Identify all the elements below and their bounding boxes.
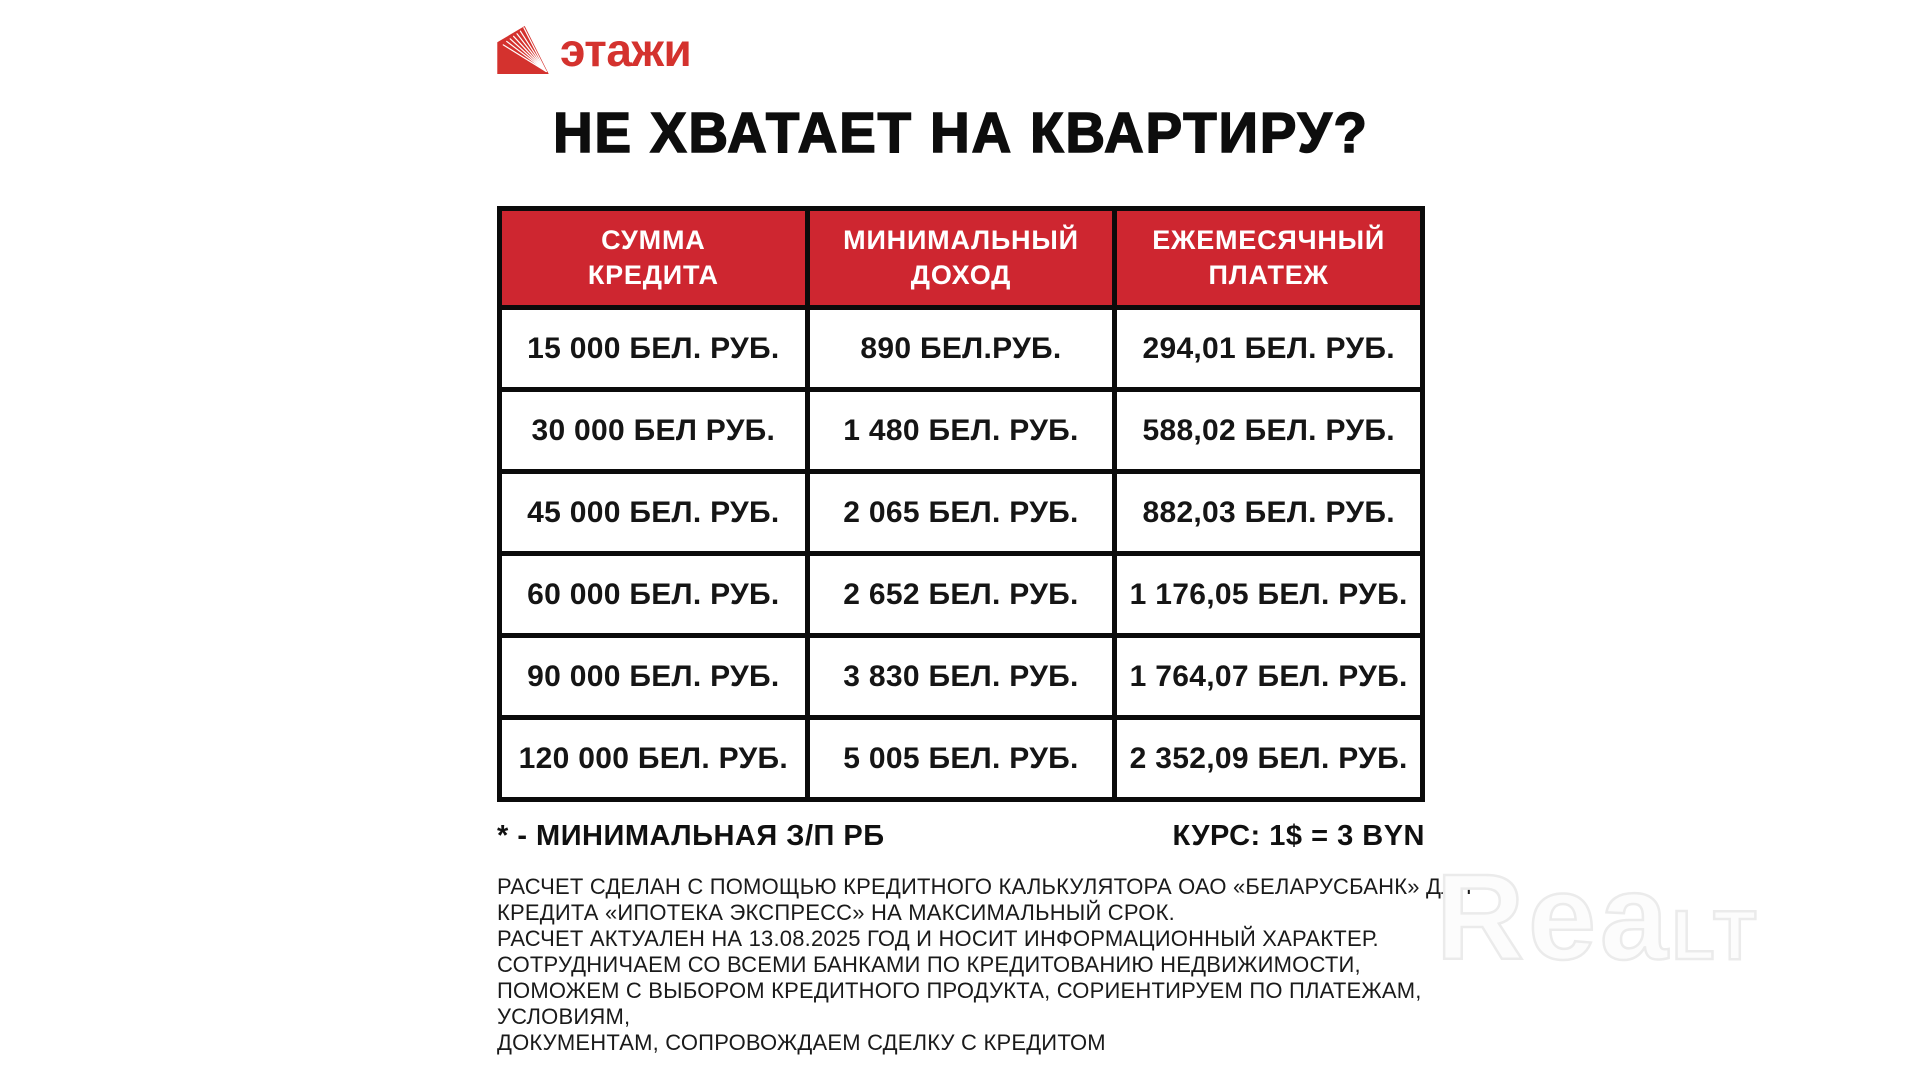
cell-min-income: 2 065 БЕЛ. РУБ. <box>807 472 1115 554</box>
exchange-rate: КУРС: 1$ = 3 BYN <box>1172 820 1425 852</box>
watermark-text-large: Rea <box>1436 849 1672 985</box>
credit-table-header <box>500 209 1423 308</box>
disclaimer-line: УСЛОВИЯМ, <box>497 1004 631 1029</box>
table-row <box>500 718 1423 800</box>
cell-credit-sum: 90 000 БЕЛ. РУБ. <box>500 636 808 718</box>
cell-monthly-payment: 2 352,09 БЕЛ. РУБ. <box>1115 718 1423 800</box>
brand-logo <box>497 26 691 74</box>
credit-table <box>497 206 1425 802</box>
cell-monthly-payment: 588,02 БЕЛ. РУБ. <box>1115 390 1423 472</box>
cell-credit-sum: 15 000 БЕЛ. РУБ. <box>500 308 808 390</box>
col-header-monthly-payment <box>1115 209 1423 308</box>
header-line: ПЛАТЕЖ <box>1208 260 1329 290</box>
cell-monthly-payment: 294,01 БЕЛ. РУБ. <box>1115 308 1423 390</box>
table-row <box>500 472 1423 554</box>
footnote-min-salary: * - МИНИМАЛЬНАЯ З/П РБ <box>497 820 885 852</box>
disclaimer-line: ДОКУМЕНТАМ, СОПРОВОЖДАЕМ СДЕЛКУ С КРЕДИТОМ <box>497 1030 1106 1055</box>
cell-monthly-payment: 1 764,07 БЕЛ. РУБ. <box>1115 636 1423 718</box>
cell-credit-sum: 45 000 БЕЛ. РУБ. <box>500 472 808 554</box>
footnote-row <box>497 820 1425 853</box>
header-line: ДОХОД <box>910 260 1012 290</box>
cell-monthly-payment: 1 176,05 БЕЛ. РУБ. <box>1115 554 1423 636</box>
disclaimer-text <box>497 874 1472 1056</box>
cell-credit-sum: 30 000 БЕЛ РУБ. <box>500 390 808 472</box>
brand-name: этажи <box>560 24 692 76</box>
disclaimer-line: КРЕДИТА «ИПОТЕКА ЭКСПРЕСС» НА МАКСИМАЛЬНЫЙ СРОК. <box>497 900 1175 925</box>
cell-min-income: 890 БЕЛ.РУБ. <box>807 308 1115 390</box>
disclaimer-line: РАСЧЕТ СДЕЛАН С ПОМОЩЬЮ КРЕДИТНОГО КАЛЬКУЛЯТОРА ОАО «БЕЛАРУСБАНК» ДЛЯ <box>497 874 1472 899</box>
table-row <box>500 308 1423 390</box>
table-row <box>500 390 1423 472</box>
credit-table-body <box>500 308 1423 800</box>
cell-credit-sum: 120 000 БЕЛ. РУБ. <box>500 718 808 800</box>
header-row <box>500 209 1423 308</box>
col-header-credit-sum <box>500 209 808 308</box>
table-row <box>500 554 1423 636</box>
cell-monthly-payment: 882,03 БЕЛ. РУБ. <box>1115 472 1423 554</box>
disclaimer-line: ПОМОЖЕМ С ВЫБОРОМ КРЕДИТНОГО ПРОДУКТА, СОРИЕНТИРУЕМ ПО ПЛАТЕЖАМ, <box>497 978 1422 1003</box>
col-header-min-income <box>807 209 1115 308</box>
realt-watermark <box>1436 849 1761 985</box>
header-line: ЕЖЕМЕСЯЧНЫЙ <box>1152 225 1386 255</box>
cell-credit-sum: 60 000 БЕЛ. РУБ. <box>500 554 808 636</box>
cell-min-income: 3 830 БЕЛ. РУБ. <box>807 636 1115 718</box>
table-row <box>500 636 1423 718</box>
etazhi-house-icon <box>497 26 549 74</box>
disclaimer-line: СОТРУДНИЧАЕМ СО ВСЕМИ БАНКАМИ ПО КРЕДИТОВАНИЮ НЕДВИЖИМОСТИ, <box>497 952 1361 977</box>
page-title: НЕ ХВАТАЕТ НА КВАРТИРУ? <box>553 101 1369 165</box>
header-line: МИНИМАЛЬНЫЙ <box>843 225 1079 255</box>
cell-min-income: 1 480 БЕЛ. РУБ. <box>807 390 1115 472</box>
cell-min-income: 2 652 БЕЛ. РУБ. <box>807 554 1115 636</box>
disclaimer-line: РАСЧЕТ АКТУАЛЕН НА 13.08.2025 ГОД И НОСИТ ИНФОРМАЦИОННЫЙ ХАРАКТЕР. <box>497 926 1379 951</box>
watermark-text-small: LT <box>1671 896 1761 974</box>
header-line: СУММА <box>601 225 706 255</box>
header-line: КРЕДИТА <box>587 260 719 290</box>
cell-min-income: 5 005 БЕЛ. РУБ. <box>807 718 1115 800</box>
